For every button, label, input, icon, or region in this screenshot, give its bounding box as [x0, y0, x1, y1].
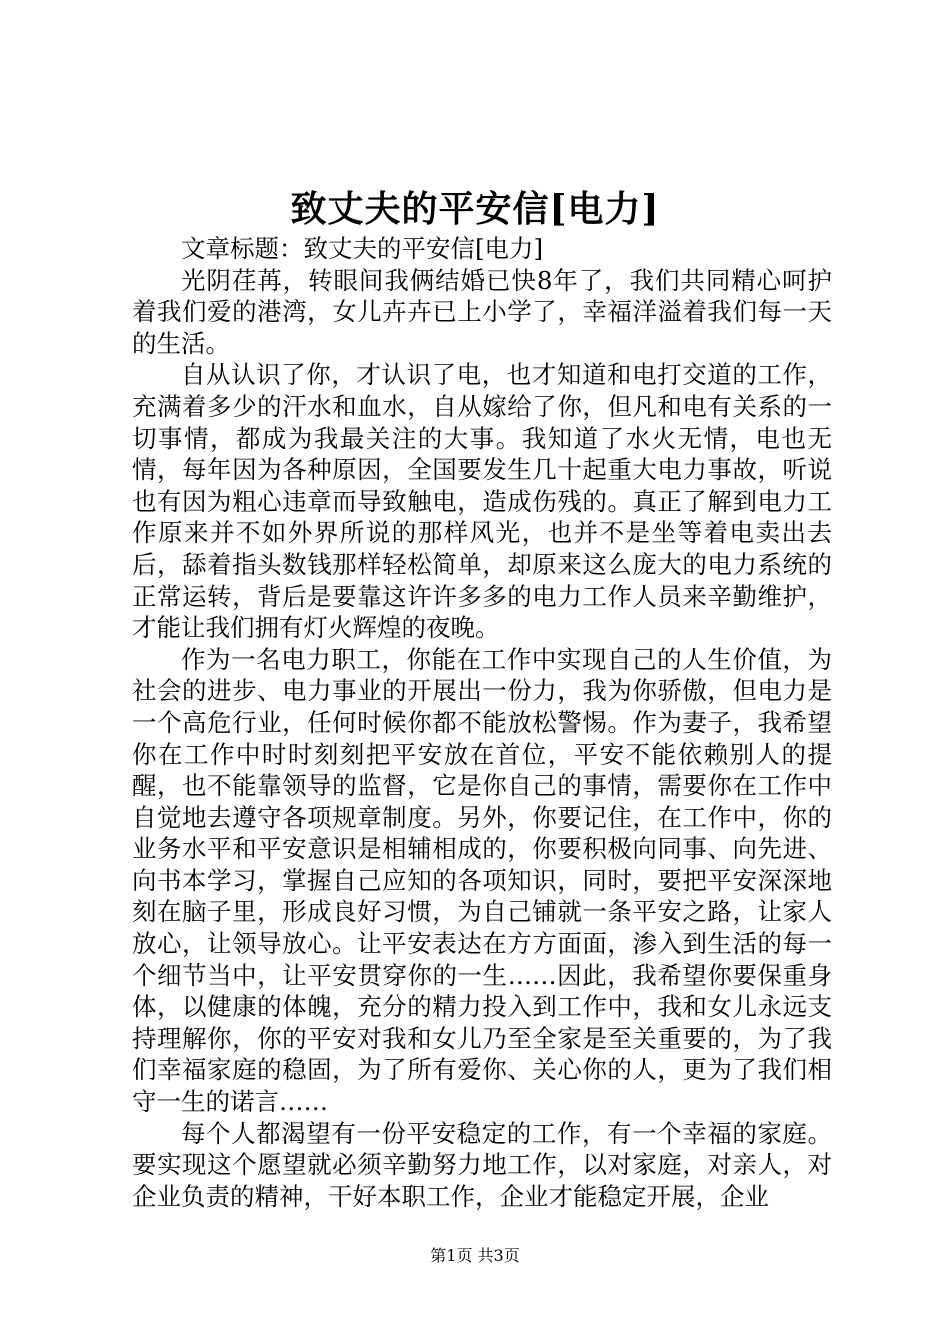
paragraph: 每个人都渴望有一份平安稳定的工作，有一个幸福的家庭。要实现这个愿望就必须辛勤努力地工作，以对家庭，对亲人，对企业负责的精神，干好本职工作，企业才能稳定开展，企业	[132, 1118, 832, 1211]
paragraph: 光阴荏苒，转眼间我俩结婚已快8年了，我们共同精心呵护着我们爱的港湾，女儿卉卉已上小学了，幸福洋溢着我们每一天的生活。	[132, 265, 832, 358]
paragraph: 自从认识了你，才认识了电，也才知道和电打交道的工作，充满着多少的汗水和血水，自从嫁给了你，但凡和电有关系的一切事情，都成为我最关注的大事。我知道了水火无情，电也无情，每年因为各种原因，全国要发生几十起重大电力事故，听说也有因为粗心违章而导致触电，造成伤残的。真正了解到电力工作原来并不如外界所说的那样风光，也并不是坐等着电卖出去后，舔着指头数钱那样轻松简单，却原来这么庞大的电力系统的正常运转，背后是要靠这许许多多的电力工作人员来辛勤维护，才能让我们拥有灯火辉煌的夜晚。	[132, 360, 832, 643]
document-title: 致丈夫的平安信[电力]	[290, 188, 660, 230]
paragraph-article-title: 文章标题：致丈夫的平安信[电力]	[181, 234, 544, 263]
paragraph: 作为一名电力职工，你能在工作中实现自己的人生价值，为社会的进步、电力事业的开展出一份力，我为你骄傲，但电力是一个高危行业，任何时候你都不能放松警惕。作为妻子，我希望你在工作中时时刻刻把平安放在首位，平安不能依赖别人的提醒，也不能靠领导的监督，它是你自己的事情，需要你在工作中自觉地去遵守各项规章制度。另外，你要记住，在工作中，你的业务水平和平安意识是相辅相成的，你要积极向同事、向先进、向书本学习，掌握自己应知的各项知识，同时，要把平安深深地刻在脑子里，形成良好习惯，为自己铺就一条平安之路，让家人放心，让领导放心。让平安表达在方方面面，渗入到生活的每一个细节当中，让平安贯穿你的一生……因此，我希望你要保重身体，以健康的体魄，充分的精力投入到工作中，我和女儿永远支持理解你，你的平安对我和女儿乃至全家是至关重要的，为了我们幸福家庭的稳固，为了所有爱你、关心你的人，更为了我们相守一生的诺言……	[132, 644, 832, 1117]
page-footer: 第1页 共3页	[430, 1246, 520, 1265]
document-body	[132, 233, 832, 1212]
